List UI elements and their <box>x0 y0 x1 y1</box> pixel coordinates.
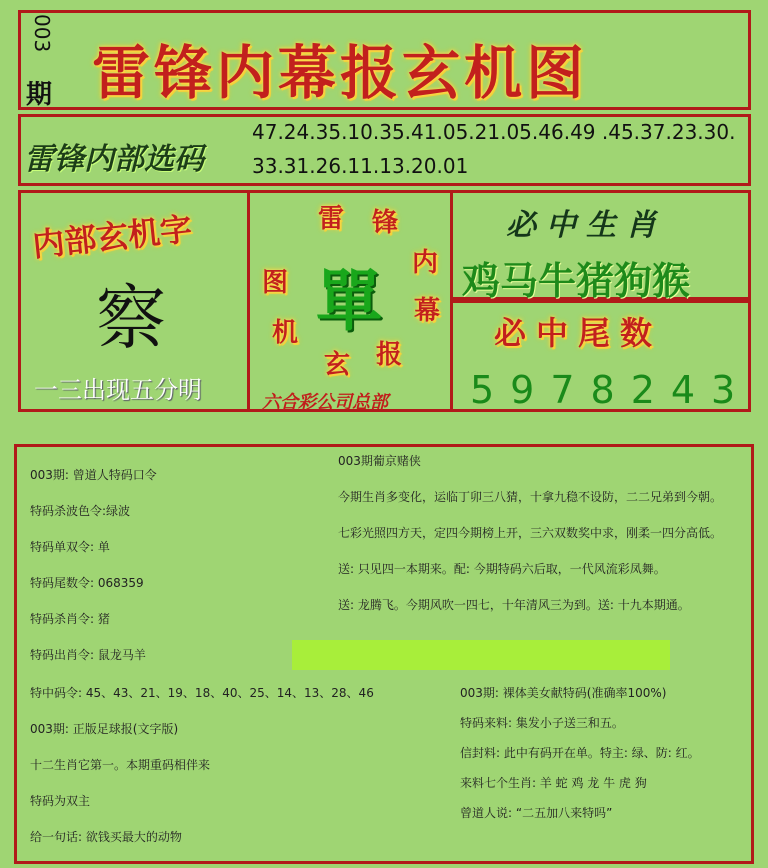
numbers-line-2: 33.31.26.11.13.20.01 <box>252 154 469 178</box>
zodiac-animals: 鸡马牛猪狗猴 <box>462 258 691 303</box>
left-list-item: 003期: 正版足球报(文字版) <box>30 722 179 736</box>
issue-number: 003 <box>30 14 54 53</box>
secret-character: 察 <box>96 277 166 359</box>
poem-line: 送: 只见四一本期来。配: 今期特码六后取，一代风流彩凤舞。 <box>338 562 666 576</box>
left-list-item: 特码出肖令: 鼠龙马羊 <box>30 648 146 662</box>
left-list-item: 特码为双主 <box>30 794 91 808</box>
left-list-item: 特码杀波色令:绿波 <box>30 504 131 518</box>
ring-char-1: 雷 <box>318 204 345 234</box>
big-character: 單 <box>316 262 382 340</box>
secret-char-caption: 一三出现五分明 <box>34 376 202 404</box>
left-list-item: 十二生肖它第一。本期重码相伴来 <box>30 758 211 772</box>
center-footer: 六合彩公司总部 <box>262 392 388 413</box>
left-list-item: 特码尾数令: 068359 <box>30 576 144 590</box>
ring-char-7: 机 <box>272 318 299 348</box>
right-list-item: 来料七个生肖: 羊 蛇 鸡 龙 牛 虎 狗 <box>460 776 647 790</box>
right-list-item: 特码来料: 集发小子送三和五。 <box>460 716 624 730</box>
right-list-item: 曾道人说: “二五加八来特吗” <box>460 806 613 820</box>
poem-line: 今期生肖多变化，运临丁卯三八猜，十拿九稳不设防，二二兄弟到今朝。 <box>338 490 723 504</box>
right-list-item: 003期: 裸体美女献特码(准确率100%) <box>460 686 667 700</box>
tail-digits: 5978243 <box>470 368 752 412</box>
poem-line: 七彩光照四方天，定四今期榜上开，三六双数奖中求，刚柔一四分高低。 <box>338 526 723 540</box>
left-list-item: 003期: 曾道人特码口令 <box>30 468 157 482</box>
left-list-item: 特码杀肖令: 猪 <box>30 612 110 626</box>
poem-line: 送: 龙腾飞。今期风吹一四七，十年清风三为到。送: 十九本期通。 <box>338 598 690 612</box>
zodiac-label: 必中生肖 <box>506 208 666 243</box>
ring-char-6: 玄 <box>324 350 351 380</box>
left-list-item: 给一句话: 欲钱买最大的动物 <box>30 830 182 844</box>
ring-char-8: 图 <box>262 268 289 298</box>
issue-suffix: 期 <box>26 80 53 110</box>
highlight-bar <box>292 640 670 670</box>
ring-char-4: 幕 <box>414 296 441 326</box>
ring-char-2: 锋 <box>372 208 399 238</box>
poem-title: 003期葡京赌侠 <box>338 454 421 468</box>
ring-char-5: 报 <box>376 340 403 370</box>
secret-char-label: 内部玄机字 <box>30 209 194 265</box>
numbers-label: 雷锋内部选码 <box>24 142 204 177</box>
left-list-item: 特中码令: 45、43、21、19、18、40、25、14、13、28、46 <box>30 686 374 700</box>
numbers-line-1: 47.24.35.10.35.41.05.21.05.46.49 .45.37.23.30. <box>252 120 736 144</box>
left-list-item: 特码单双令: 单 <box>30 540 110 554</box>
tail-label: 必中尾数 <box>494 314 663 352</box>
right-list-item: 信封料: 此中有码开在单。特主: 绿、防: 红。 <box>460 746 700 760</box>
page-title: 雷锋内幕报玄机图 <box>92 39 589 107</box>
ring-char-3: 内 <box>412 248 439 278</box>
